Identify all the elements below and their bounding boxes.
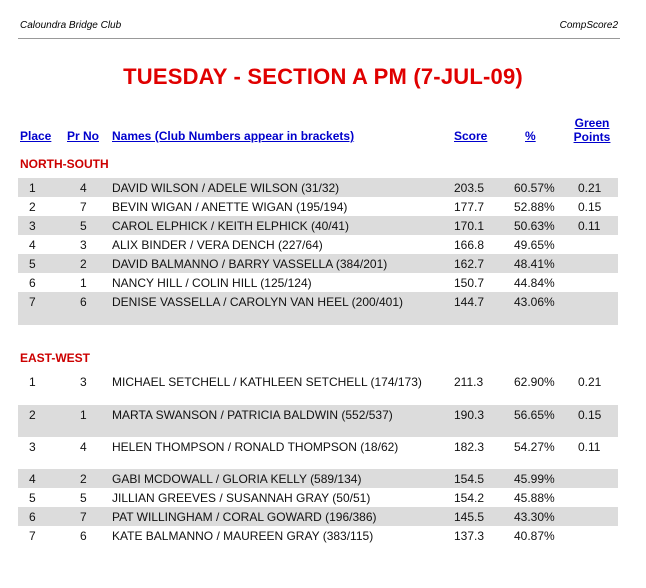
score-cell: 137.3 xyxy=(454,529,485,543)
table-row xyxy=(18,405,618,437)
green-points-line2: Points xyxy=(573,130,611,144)
place-cell: 5 xyxy=(29,491,36,505)
percent-cell: 62.90% xyxy=(514,375,555,389)
place-cell: 3 xyxy=(29,440,36,454)
score-cell: 150.7 xyxy=(454,276,485,290)
pair-number-cell: 6 xyxy=(80,295,87,309)
pair-number-cell: 5 xyxy=(80,219,87,233)
table-row xyxy=(18,372,618,405)
column-score-link[interactable]: Score xyxy=(454,129,488,143)
green-points-cell: 0.11 xyxy=(578,440,601,454)
green-points-cell: 0.15 xyxy=(578,408,602,422)
table-row xyxy=(18,178,618,197)
east-west-table xyxy=(18,372,618,545)
place-cell: 6 xyxy=(29,276,36,290)
pair-number-cell: 3 xyxy=(80,238,87,252)
program-name: CompScore2 xyxy=(559,20,618,31)
place-cell: 3 xyxy=(29,219,36,233)
pair-number-cell: 6 xyxy=(80,529,87,543)
percent-cell: 56.65% xyxy=(514,408,555,422)
place-cell: 5 xyxy=(29,257,36,271)
column-pair-number-link[interactable]: Pr No xyxy=(67,129,100,143)
column-place-link[interactable]: Place xyxy=(20,129,52,143)
place-cell: 7 xyxy=(29,529,36,543)
place-cell: 1 xyxy=(29,181,36,195)
pair-number-cell: 1 xyxy=(80,408,87,422)
north-south-table xyxy=(18,178,618,325)
column-green-points-link[interactable] xyxy=(566,116,618,144)
score-cell: 211.3 xyxy=(454,375,484,389)
table-row xyxy=(18,216,618,235)
column-headers xyxy=(0,116,646,148)
table-row xyxy=(18,254,618,273)
percent-cell: 40.87% xyxy=(514,529,555,543)
table-row xyxy=(18,292,618,325)
table-row xyxy=(18,437,618,469)
score-cell: 145.5 xyxy=(454,510,485,524)
names-cell: DENISE VASSELLA / CAROLYN VAN HEEL (200/401) xyxy=(112,295,404,309)
score-cell: 162.7 xyxy=(454,257,485,271)
place-cell: 1 xyxy=(29,375,36,389)
pair-number-cell: 2 xyxy=(80,257,87,271)
pair-number-cell: 4 xyxy=(80,440,87,454)
column-percent-link[interactable]: % xyxy=(525,129,536,143)
table-row xyxy=(18,507,618,526)
score-cell: 203.5 xyxy=(454,181,485,195)
names-cell: DAVID BALMANNO / BARRY VASSELLA (384/201) xyxy=(112,257,388,271)
place-cell: 2 xyxy=(29,408,36,422)
pair-number-cell: 4 xyxy=(80,181,87,195)
score-cell: 166.8 xyxy=(454,238,485,252)
names-cell: ALIX BINDER / VERA DENCH (227/64) xyxy=(112,238,323,252)
names-cell: BEVIN WIGAN / ANETTE WIGAN (195/194) xyxy=(112,200,348,214)
score-cell: 144.7 xyxy=(454,295,485,309)
pair-number-cell: 1 xyxy=(80,276,87,290)
place-cell: 7 xyxy=(29,295,36,309)
percent-cell: 44.84% xyxy=(514,276,555,290)
percent-cell: 50.63% xyxy=(514,219,555,233)
place-cell: 6 xyxy=(29,510,36,524)
names-cell: DAVID WILSON / ADELE WILSON (31/32) xyxy=(112,181,340,195)
section-title-north-south: NORTH-SOUTH xyxy=(20,157,109,171)
table-row xyxy=(18,197,618,216)
names-cell: KATE BALMANNO / MAUREEN GRAY (383/115) xyxy=(112,529,374,543)
green-points-cell: 0.21 xyxy=(578,375,602,389)
score-cell: 170.1 xyxy=(454,219,485,233)
names-cell: CAROL ELPHICK / KEITH ELPHICK (40/41) xyxy=(112,219,349,233)
table-row xyxy=(18,526,618,545)
pair-number-cell: 7 xyxy=(80,510,87,524)
score-cell: 190.3 xyxy=(454,408,485,422)
table-row xyxy=(18,235,618,254)
percent-cell: 43.30% xyxy=(514,510,555,524)
section-title-east-west: EAST-WEST xyxy=(20,351,91,365)
percent-cell: 45.88% xyxy=(514,491,555,505)
table-row xyxy=(18,488,618,507)
column-names-link[interactable]: Names (Club Numbers appear in brackets) xyxy=(112,129,355,143)
score-cell: 177.7 xyxy=(454,200,485,214)
club-name: Caloundra Bridge Club xyxy=(20,20,122,31)
table-row xyxy=(18,273,618,292)
pair-number-cell: 2 xyxy=(80,472,87,486)
page-header xyxy=(18,18,620,39)
percent-cell: 49.65% xyxy=(514,238,555,252)
names-cell: PAT WILLINGHAM / CORAL GOWARD (196/386) xyxy=(112,510,377,524)
pair-number-cell: 3 xyxy=(80,375,87,389)
score-cell: 182.3 xyxy=(454,440,485,454)
percent-cell: 48.41% xyxy=(514,257,555,271)
place-cell: 2 xyxy=(29,200,36,214)
score-cell: 154.2 xyxy=(454,491,485,505)
table-row xyxy=(18,469,618,488)
names-cell: NANCY HILL / COLIN HILL (125/124) xyxy=(112,276,312,290)
percent-cell: 45.99% xyxy=(514,472,555,486)
names-cell: MICHAEL SETCHELL / KATHLEEN SETCHELL (174/173) xyxy=(112,375,422,389)
percent-cell: 52.88% xyxy=(514,200,555,214)
percent-cell: 54.27% xyxy=(514,440,555,454)
pair-number-cell: 5 xyxy=(80,491,87,505)
green-points-line1: Green xyxy=(574,116,610,130)
percent-cell: 43.06% xyxy=(514,295,555,309)
page-title: TUESDAY - SECTION A PM (7-JUL-09) xyxy=(123,64,523,89)
green-points-cell: 0.21 xyxy=(578,181,602,195)
names-cell: MARTA SWANSON / PATRICIA BALDWIN (552/537) xyxy=(112,408,393,422)
green-points-cell: 0.11 xyxy=(578,219,601,233)
place-cell: 4 xyxy=(29,238,36,252)
names-cell: JILLIAN GREEVES / SUSANNAH GRAY (50/51) xyxy=(112,491,371,505)
place-cell: 4 xyxy=(29,472,36,486)
names-cell: HELEN THOMPSON / RONALD THOMPSON (18/62) xyxy=(112,440,399,454)
green-points-cell: 0.15 xyxy=(578,200,602,214)
percent-cell: 60.57% xyxy=(514,181,555,195)
score-cell: 154.5 xyxy=(454,472,485,486)
pair-number-cell: 7 xyxy=(80,200,87,214)
names-cell: GABI MCDOWALL / GLORIA KELLY (589/134) xyxy=(112,472,362,486)
